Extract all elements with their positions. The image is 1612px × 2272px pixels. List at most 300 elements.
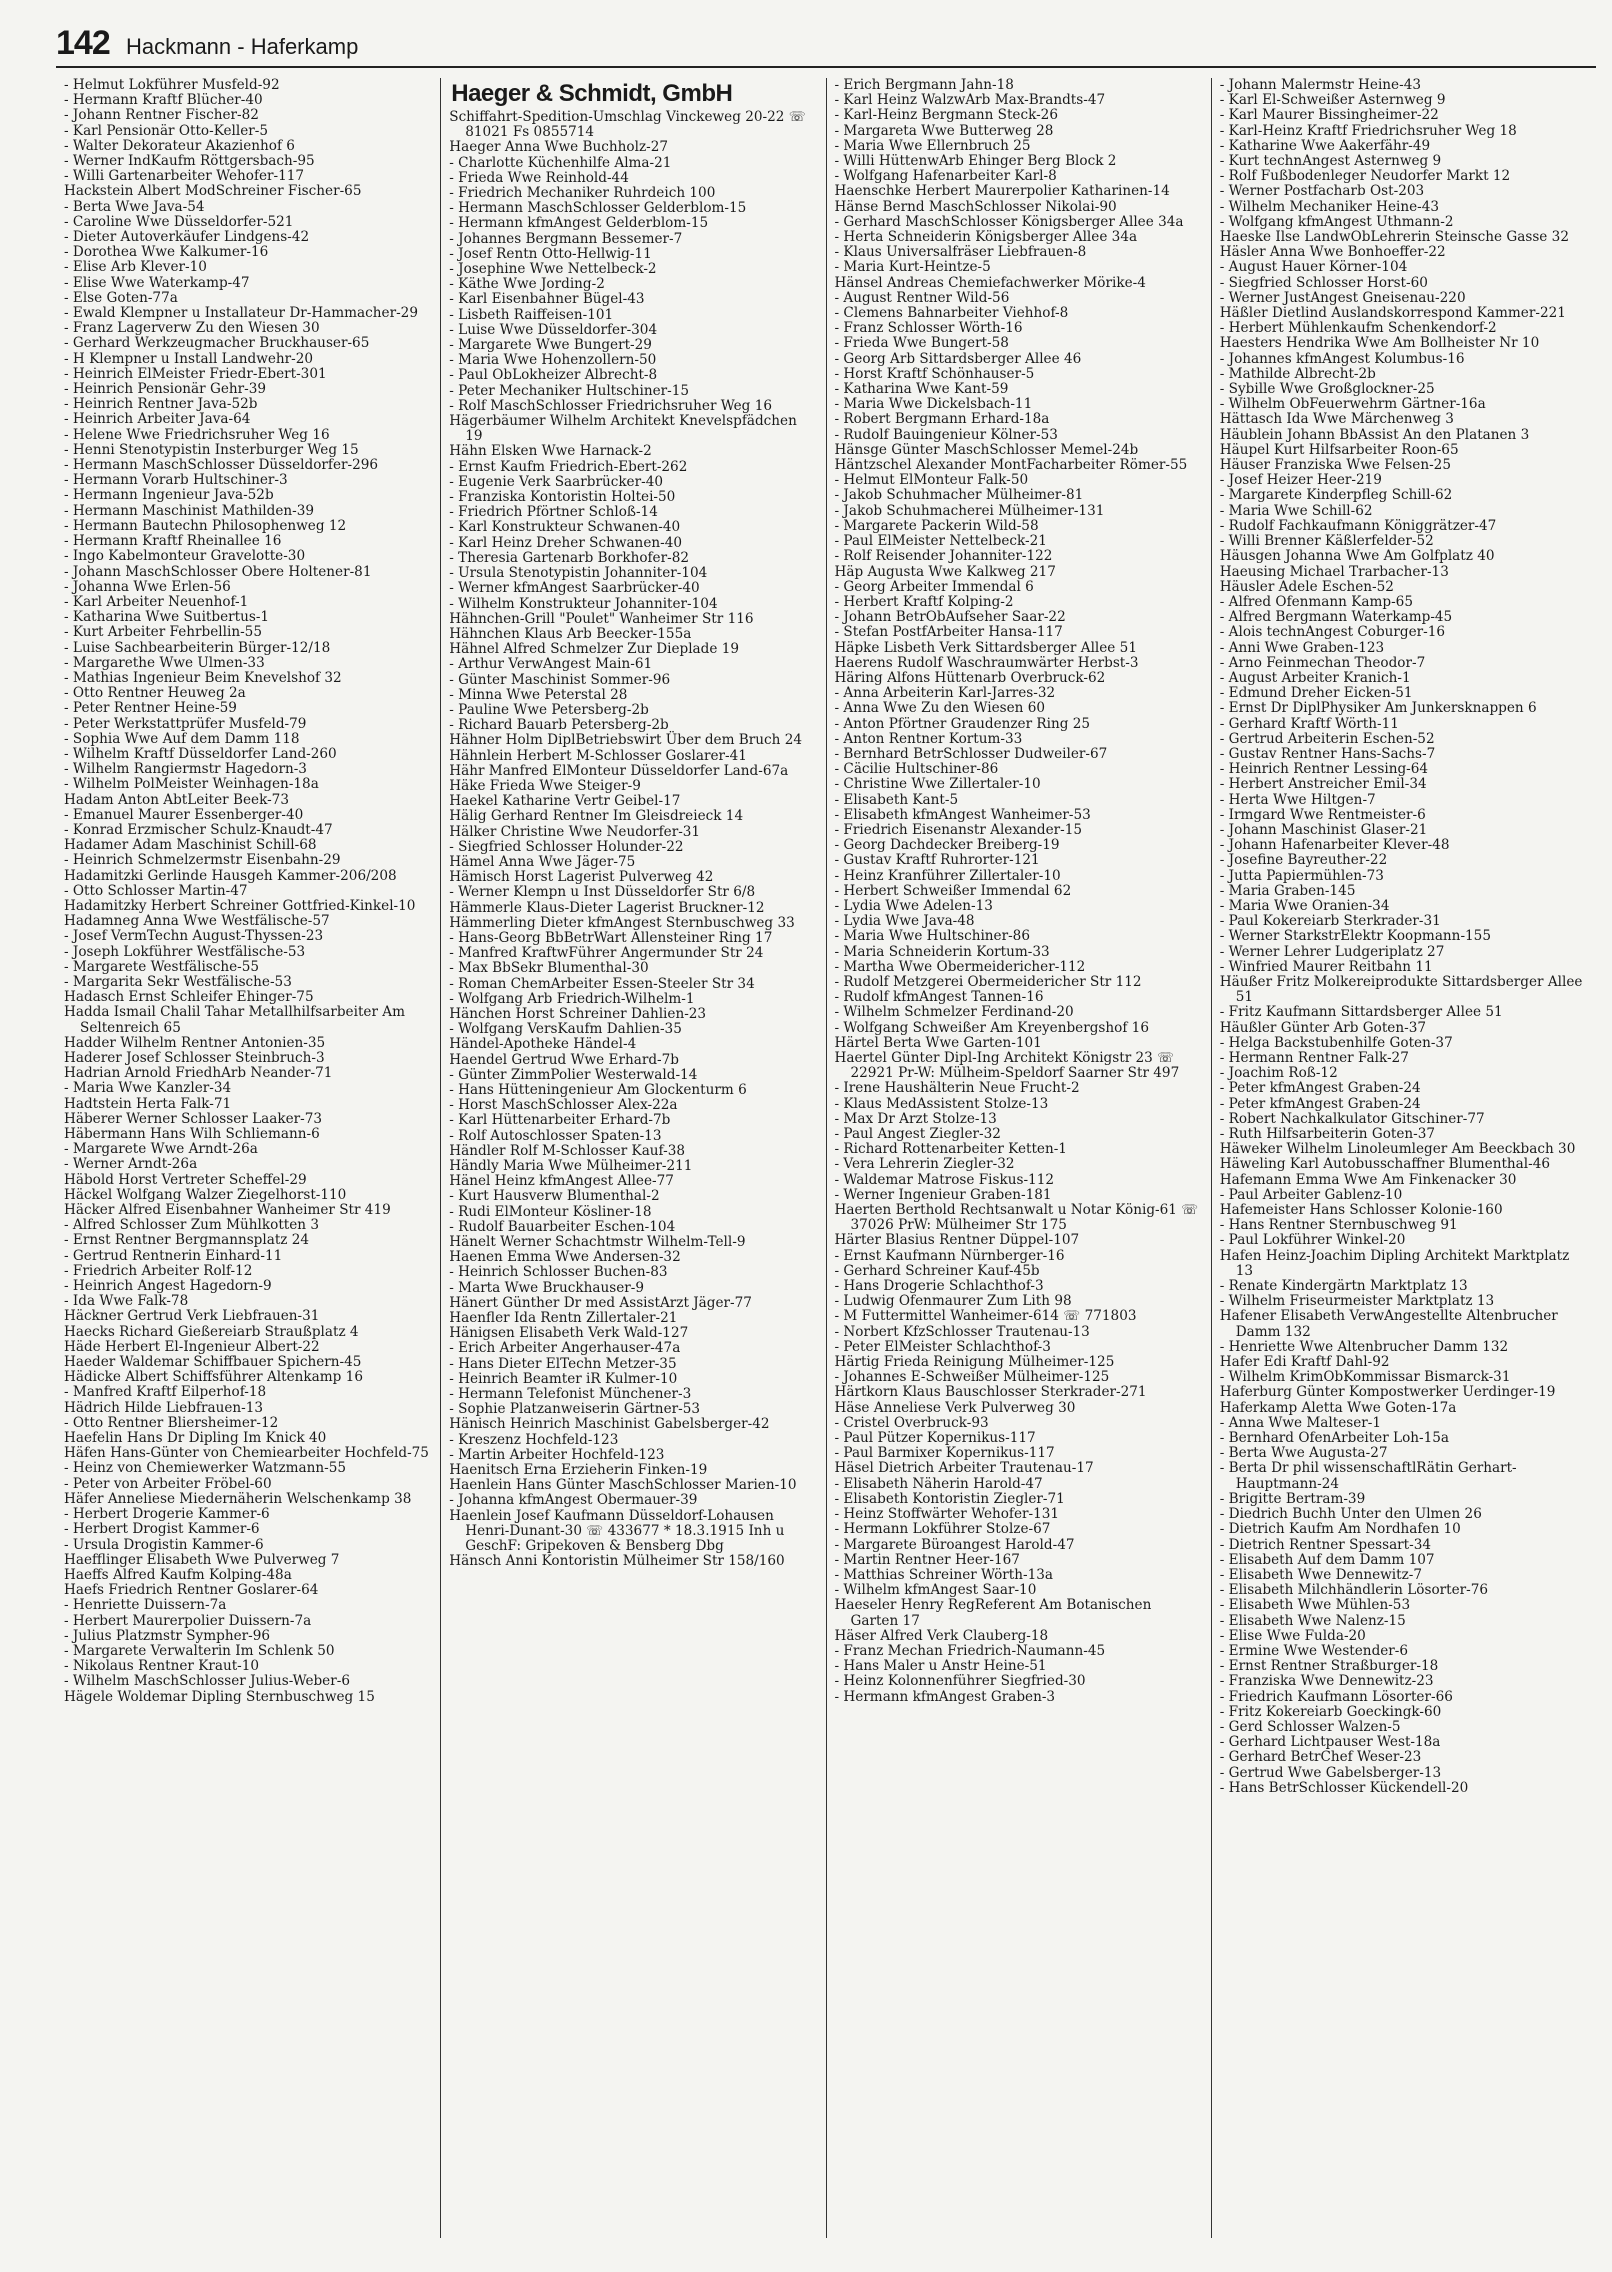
directory-entry: - Wolfgang kfmAngest Uthmann-2 xyxy=(1219,213,1454,230)
directory-entry: Hafemeister Hans Schlosser Kolonie-160 xyxy=(1219,1202,1503,1219)
directory-entry: - Richard Rottenarbeiter Ketten-1 xyxy=(834,1141,1067,1158)
directory-entry: - August Rentner Wild-56 xyxy=(834,289,1010,306)
directory-entry: Hänert Günther Dr med AssistArzt Jäger-77 xyxy=(449,1294,752,1311)
directory-entry: Häfen Hans-Günter von Chemiearbeiter Hochfeld-75 xyxy=(64,1445,429,1462)
directory-entry: - Irmgard Wwe Rentmeister-6 xyxy=(1219,806,1426,823)
directory-entry: - Waldemar Matrose Fiskus-112 xyxy=(834,1171,1054,1188)
directory-entry: - Cäcilie Hultschiner-86 xyxy=(834,761,999,778)
column-1 xyxy=(56,78,441,2238)
directory-entry: - Stefan PostfArbeiter Hansa-117 xyxy=(834,624,1063,641)
directory-entry: - Hans Drogerie Schlachthof-3 xyxy=(834,1278,1044,1295)
directory-entry: - Jakob Schuhmacherei Mülheimer-131 xyxy=(834,502,1105,519)
directory-entry: Hägele Woldemar Dipling Sternbuschweg 15 xyxy=(64,1688,375,1705)
directory-entry: - Karl Hüttenarbeiter Erhard-7b xyxy=(449,1112,671,1129)
directory-entry: - Rudolf Bauingenieur Kölner-53 xyxy=(834,426,1058,443)
directory-entry: - Lydia Wwe Java-48 xyxy=(834,913,975,930)
directory-entry: - Wolfgang VersKaufm Dahlien-35 xyxy=(449,1021,682,1038)
directory-entry: - Helene Wwe Friedrichsruher Weg 16 xyxy=(64,426,330,443)
column-4 xyxy=(1212,78,1596,2238)
directory-entry: - Heinrich Rentner Lessing-64 xyxy=(1219,761,1429,778)
directory-entry: - Berta Wwe Augusta-27 xyxy=(1219,1445,1388,1462)
directory-entry: Hämisch Horst Lagerist Pulverweg 42 xyxy=(449,869,714,886)
directory-entry: - Gustav Rentner Hans-Sachs-7 xyxy=(1219,745,1436,762)
directory-entry: - Edmund Dreher Eicken-51 xyxy=(1219,685,1413,702)
directory-entry: - Friedrich Eisenanstr Alexander-15 xyxy=(834,821,1083,838)
directory-entry: - Käthe Wwe Jording-2 xyxy=(449,276,605,293)
directory-entry: Haenfler Ida Rentn Zillertaler-21 xyxy=(449,1310,678,1327)
directory-entry: Haerens Rudolf Waschraumwärter Herbst-3 xyxy=(834,654,1139,671)
directory-entry: - Eugenie Verk Saarbrücker-40 xyxy=(449,473,663,490)
directory-entry: - Wilhelm Rangiermstr Hagedorn-3 xyxy=(64,761,307,778)
directory-entry: - Paul Pützer Kopernikus-117 xyxy=(834,1430,1036,1447)
directory-entry: - Erich Arbeiter Angerhauser-47a xyxy=(449,1340,681,1357)
directory-entry: - Willi Brenner Käßlerfelder-52 xyxy=(1219,533,1434,550)
directory-entry: - Friedrich Pförtner Schloß-14 xyxy=(449,504,658,521)
directory-entry: - Elisabeth Näherin Harold-47 xyxy=(834,1475,1043,1492)
directory-entry: - Ludwig Ofenmaurer Zum Lith 98 xyxy=(834,1293,1072,1310)
directory-entry: - Hans Dieter ElTechn Metzer-35 xyxy=(449,1355,677,1372)
directory-entry: - Minna Wwe Peterstal 28 xyxy=(449,686,628,703)
directory-entry: - Hans Maler u Anstr Heine-51 xyxy=(834,1658,1047,1675)
directory-entry: - Mathilde Albrecht-2b xyxy=(1219,365,1376,382)
directory-entry: Haenen Emma Wwe Andersen-32 xyxy=(449,1249,681,1266)
directory-entry: - Margarita Sekr Westfälische-53 xyxy=(64,973,292,990)
directory-entry: - Dietrich Rentner Spessart-34 xyxy=(1219,1536,1432,1553)
directory-entry: Hänigsen Elisabeth Verk Wald-127 xyxy=(449,1325,689,1342)
directory-entry: Hähn Elsken Wwe Harnack-2 xyxy=(449,443,652,460)
directory-entry: - Johann Rentner Fischer-82 xyxy=(64,107,259,124)
directory-entry: Haesters Hendrika Wwe Am Bollheister Nr 10 xyxy=(1219,335,1540,352)
directory-entry: - Alfred Bergmann Waterkamp-45 xyxy=(1219,609,1453,626)
directory-entry: - Anna Arbeiterin Karl-Jarres-32 xyxy=(834,685,1056,702)
directory-entry: - Maria Wwe Schill-62 xyxy=(1219,502,1373,519)
directory-entry: - Friedrich Arbeiter Rolf-12 xyxy=(64,1262,253,1279)
directory-entry: - Helmut ElMonteur Falk-50 xyxy=(834,472,1029,489)
directory-entry: - Nikolaus Rentner Kraut-10 xyxy=(64,1658,260,1675)
directory-entry: - Fritz Kaufmann Sittardsberger Allee 51 xyxy=(1219,1004,1503,1021)
directory-entry: - Brigitte Bertram-39 xyxy=(1219,1490,1366,1507)
directory-entry: Hälker Christine Wwe Neudorfer-31 xyxy=(449,823,701,840)
directory-entry: - Theresia Gartenarb Borkhofer-82 xyxy=(449,549,689,566)
directory-entry: - Ermine Wwe Westender-6 xyxy=(1219,1642,1409,1659)
directory-entry: - Dieter Autoverkäufer Lindgens-42 xyxy=(64,229,310,246)
directory-entry: - Erich Bergmann Jahn-18 xyxy=(834,78,1014,93)
directory-entry: - Wilhelm Mechaniker Heine-43 xyxy=(1219,198,1440,215)
directory-entry: Händel-Apotheke Händel-4 xyxy=(449,1036,637,1053)
directory-entry: - Wilhelm PolMeister Weinhagen-18a xyxy=(64,776,319,793)
directory-entry: - Franziska Kontoristin Holtei-50 xyxy=(449,489,676,506)
directory-entry: Hadtstein Herta Falk-71 xyxy=(64,1095,232,1112)
directory-entry: - Helga Backstubenhilfe Goten-37 xyxy=(1219,1034,1453,1051)
directory-entry: - Gertrud Wwe Gabelsberger-13 xyxy=(1219,1764,1442,1781)
directory-entry: - Wolfgang Schweißer Am Kreyenbergshof 16 xyxy=(834,1019,1149,1036)
directory-entry: - Rolf MaschSchlosser Friedrichsruher Weg 16 xyxy=(449,397,772,414)
directory-entry: - Werner kfmAngest Saarbrücker-40 xyxy=(449,580,700,597)
directory-entry: Häfer Anneliese Miedernäherin Welschenkamp 38 xyxy=(64,1490,412,1507)
directory-entry: - Bernhard BetrSchlosser Dudweiler-67 xyxy=(834,745,1108,762)
directory-entry: Hähnchen-Grill "Poulet" Wanheimer Str 116 xyxy=(449,610,754,627)
page-header xyxy=(56,22,1596,68)
directory-entry: - Margarethe Wwe Ulmen-33 xyxy=(64,654,265,671)
directory-entry: - Julius Platzmstr Sympher-96 xyxy=(64,1627,271,1644)
directory-entry: - Fritz Kokereiarb Goeckingk-60 xyxy=(1219,1703,1442,1720)
directory-entry: - Paul Kokereiarb Sterkrader-31 xyxy=(1219,913,1441,930)
directory-entry: - Karl Heinz WalzwArb Max-Brandts-47 xyxy=(834,92,1106,109)
directory-entry: - Henni Stenotypistin Insterburger Weg 15 xyxy=(64,441,359,458)
directory-entry: Häring Alfons Hüttenarb Overbruck-62 xyxy=(834,669,1106,686)
directory-entry: - Ernst Rentner Straßburger-18 xyxy=(1219,1658,1439,1675)
directory-entry: - Martin Rentner Heer-167 xyxy=(834,1551,1020,1568)
directory-entry: - Herbert Maurerpolier Duissern-7a xyxy=(64,1612,312,1629)
directory-entry: Häpke Lisbeth Verk Sittardsberger Allee 51 xyxy=(834,639,1137,656)
directory-entry: - Ernst Kaufm Friedrich-Ebert-262 xyxy=(449,458,688,475)
directory-entry: - Werner IndKaufm Röttgersbach-95 xyxy=(64,153,315,170)
directory-entry: Haenitsch Erna Erzieherin Finken-19 xyxy=(449,1462,708,1479)
directory-entry: - Maria Wwe Ellernbruch 25 xyxy=(834,137,1031,154)
directory-entry: Hädrich Hilde Liebfrauen-13 xyxy=(64,1399,264,1416)
directory-entry: Haekel Katharine Vertr Geibel-17 xyxy=(449,793,681,810)
directory-entry: - Rudi ElMonteur Kösliner-18 xyxy=(449,1203,652,1220)
directory-entry: - Anna Wwe Malteser-1 xyxy=(1219,1414,1382,1431)
directory-entry: - Herbert Drogerie Kammer-6 xyxy=(64,1506,270,1523)
directory-entry: - Gerhard Schreiner Kauf-45b xyxy=(834,1262,1040,1279)
directory-entry: - Werner Arndt-26a xyxy=(64,1156,198,1173)
directory-entry: - Kurt Arbeiter Fehrbellin-55 xyxy=(64,624,262,641)
directory-entry: - Margarete Kinderpfleg Schill-62 xyxy=(1219,487,1453,504)
directory-entry: Hadasch Ernst Schleifer Ehinger-75 xyxy=(64,989,314,1006)
column-2 xyxy=(441,78,826,2238)
directory-entry: - Werner Lehrer Ludgeriplatz 27 xyxy=(1219,943,1445,960)
directory-entry: Hähnchen Klaus Arb Beecker-155a xyxy=(449,625,692,642)
directory-entry: - Hermann MaschSchlosser Gelderblom-15 xyxy=(449,200,747,217)
directory-entry: Hadamer Adam Maschinist Schill-68 xyxy=(64,837,317,854)
directory-entry: - Johann BetrObAufseher Saar-22 xyxy=(834,609,1066,626)
directory-entry: - H Klempner u Install Landwehr-20 xyxy=(64,350,314,367)
directory-entry: - Ruth Hilfsarbeiterin Goten-37 xyxy=(1219,1126,1436,1143)
directory-entry: - Josefine Bayreuther-22 xyxy=(1219,852,1388,869)
directory-entry: Haeffs Alfred Kaufm Kolping-48a xyxy=(64,1566,292,1583)
directory-entry: - Wilhelm Schmelzer Ferdinand-20 xyxy=(834,1004,1074,1021)
directory-entry: - Arthur VerwAngest Main-61 xyxy=(449,656,653,673)
directory-entry: - Josef VermTechn August-Thyssen-23 xyxy=(64,928,324,945)
directory-entry: - Ernst Rentner Bergmannsplatz 24 xyxy=(64,1232,310,1249)
directory-entry: Hähner Holm DiplBetriebswirt Über dem Bruch 24 xyxy=(449,732,803,749)
directory-entry: - Peter Rentner Heine-59 xyxy=(64,700,237,717)
directory-entry: Haerten Berthold Rechtsanwalt u Notar König-61 ☏ 37026 PrW: Mülheimer Str 175 xyxy=(834,1202,1199,1234)
directory-entry: Häublein Johann BbAssist An den Platanen 3 xyxy=(1219,426,1530,443)
directory-entry: Haenlein Josef Kaufmann Düsseldorf-Lohausen Henri-Dunant-30 ☏ 433677 * 18.3.1915 Inh u GeschF: Gripekoven & Bensberg Dbg xyxy=(449,1507,785,1555)
directory-entry: - Gertrud Rentnerin Einhard-11 xyxy=(64,1247,283,1264)
directory-entry: - Paul Lokführer Winkel-20 xyxy=(1219,1232,1406,1249)
directory-entry: - Wilhelm KrimObKommissar Bismarck-31 xyxy=(1219,1369,1511,1386)
directory-entry: - Konrad Erzmischer Schulz-Knaudt-47 xyxy=(64,821,333,838)
directory-entry: - Peter kfmAngest Graben-24 xyxy=(1219,1080,1421,1097)
directory-entry: - August Arbeiter Kranich-1 xyxy=(1219,669,1411,686)
directory-entry: - Pauline Wwe Petersberg-2b xyxy=(449,701,649,718)
directory-entry: - Josephine Wwe Nettelbeck-2 xyxy=(449,261,657,278)
directory-entry: - August Hauer Körner-104 xyxy=(1219,259,1408,276)
directory-entry: - Irene Haushälterin Neue Frucht-2 xyxy=(834,1080,1080,1097)
directory-entry: - Martin Arbeiter Hochfeld-123 xyxy=(449,1446,665,1463)
directory-entry: Häsler Anna Wwe Bonhoeffer-22 xyxy=(1219,244,1446,261)
directory-entry: - Else Goten-77a xyxy=(64,289,178,306)
directory-entry: - Elisabeth kfmAngest Wanheimer-53 xyxy=(834,806,1091,823)
directory-entry: - Gerhard BetrChef Weser-23 xyxy=(1219,1749,1422,1766)
directory-entry: - Heinz von Chemiewerker Watzmann-55 xyxy=(64,1460,347,1477)
directory-entry: - Karl Konstrukteur Schwanen-40 xyxy=(449,519,681,536)
directory-entry: Haeske Ilse LandwObLehrerin Steinsche Gasse 32 xyxy=(1219,229,1569,246)
directory-entry: - Maria Wwe Hohenzollern-50 xyxy=(449,352,657,369)
directory-entry: - Franz Mechan Friedrich-Naumann-45 xyxy=(834,1642,1106,1659)
directory-entry: - Berta Wwe Java-54 xyxy=(64,198,205,215)
directory-entry: - Werner JustAngest Gneisenau-220 xyxy=(1219,289,1466,306)
directory-entry: - Karl Eisenbahner Bügel-43 xyxy=(449,291,645,308)
directory-entry: - Maria Wwe Kanzler-34 xyxy=(64,1080,232,1097)
firm-listing: Haeger & Schmidt, GmbH xyxy=(451,80,733,107)
directory-entry: Häßler Dietlind Auslandskorrespond Kammer-221 xyxy=(1219,305,1566,322)
directory-entry: - Willi Gartenarbeiter Wehofer-117 xyxy=(64,168,305,185)
directory-entry: - Margarete Büroangest Harold-47 xyxy=(834,1536,1075,1553)
directory-entry: - Herbert Anstreicher Emil-34 xyxy=(1219,776,1427,793)
directory-entry: - Sophie Platzanweiserin Gärtner-53 xyxy=(449,1401,700,1418)
directory-entry: - Bernhard OfenArbeiter Loh-15a xyxy=(1219,1430,1450,1447)
directory-entry: - Kurt Hausverw Blumenthal-2 xyxy=(449,1188,660,1205)
directory-entry: Händler Rolf M-Schlosser Kauf-38 xyxy=(449,1142,685,1159)
directory-entry: - Hermann Lokführer Stolze-67 xyxy=(834,1521,1051,1538)
directory-entry: - Werner Postfacharb Ost-203 xyxy=(1219,183,1425,200)
directory-entry: - Günter Maschinist Sommer-96 xyxy=(449,671,671,688)
directory-entry: - Maria Wwe Dickelsbach-11 xyxy=(834,396,1033,413)
directory-entry: - Ursula Drogistin Kammer-6 xyxy=(64,1536,264,1553)
directory-entry: Hadda Ismail Chalil Tahar Metallhilfsarbeiter Am Seltenreich 65 xyxy=(64,1004,405,1036)
directory-entry: Haeusing Michael Trarbacher-13 xyxy=(1219,563,1449,580)
directory-entry: Hänchen Horst Schreiner Dahlien-23 xyxy=(449,1005,707,1022)
directory-entry: - Jakob Schuhmacher Mülheimer-81 xyxy=(834,487,1084,504)
directory-entry: - Otto Rentner Bliersheimer-12 xyxy=(64,1414,279,1431)
directory-entry: Hafer Edi Kraftf Dahl-92 xyxy=(1219,1354,1390,1371)
directory-entry: - Matthias Schreiner Wörth-13a xyxy=(834,1566,1054,1583)
directory-entry: - Gertrud Arbeiterin Eschen-52 xyxy=(1219,730,1435,747)
directory-entry: - Max Dr Arzt Stolze-13 xyxy=(834,1110,997,1127)
directory-entry: - Werner StarkstrElektr Koopmann-155 xyxy=(1219,928,1491,945)
directory-entry: Haendel Gertrud Wwe Erhard-7b xyxy=(449,1051,679,1068)
directory-entry: - Johann Hafenarbeiter Klever-48 xyxy=(1219,837,1450,854)
directory-entry: - Margarete Wwe Bungert-29 xyxy=(449,337,652,354)
directory-entry: - Heinrich Angest Hagedorn-9 xyxy=(64,1278,272,1295)
directory-entry: - Johannes kfmAngest Kolumbus-16 xyxy=(1219,350,1465,367)
directory-entry: - Dietrich Kaufm Am Nordhafen 10 xyxy=(1219,1521,1461,1538)
directory-entry: - Walter Dekorateur Akazienhof 6 xyxy=(64,137,295,154)
directory-entry: Häp Augusta Wwe Kalkweg 217 xyxy=(834,563,1056,580)
directory-entry: - Franz Schlosser Wörth-16 xyxy=(834,320,1023,337)
directory-entry: - Horst MaschSchlosser Alex-22a xyxy=(449,1097,678,1114)
directory-entry: - Katharina Wwe Kant-59 xyxy=(834,381,1009,398)
directory-entry: - Maria Kurt-Heintze-5 xyxy=(834,259,991,276)
directory-entry: - Siegfried Schlosser Holunder-22 xyxy=(449,838,684,855)
directory-entry: - Roman ChemArbeiter Essen-Steeler Str 34 xyxy=(449,975,755,992)
directory-entry: - Johann Malermstr Heine-43 xyxy=(1219,78,1421,93)
directory-entry: - Joseph Lokführer Westfälische-53 xyxy=(64,943,306,960)
directory-entry: - Hans Rentner Sternbuschweg 91 xyxy=(1219,1217,1458,1234)
page-number: 142 xyxy=(56,24,110,62)
directory-entry: Hänisch Heinrich Maschinist Gabelsberger-42 xyxy=(449,1416,770,1433)
directory-entry: Haenschke Herbert Maurerpolier Katharinen-14 xyxy=(834,183,1170,200)
directory-entry: - Lisbeth Raiffeisen-101 xyxy=(449,306,614,323)
directory-entry: - Friedrich Mechaniker Ruhrdeich 100 xyxy=(449,185,716,202)
directory-entry: - Rolf Autoschlosser Spaten-13 xyxy=(449,1127,662,1144)
directory-entry: Häweker Wilhelm Linoleumleger Am Beeckbach 30 xyxy=(1219,1141,1576,1158)
directory-entry: - Rolf Fußbodenleger Neudorfer Markt 12 xyxy=(1219,168,1511,185)
directory-entry: - Clemens Bahnarbeiter Viehhof-8 xyxy=(834,305,1069,322)
directory-entry: - Otto Rentner Heuweg 2a xyxy=(64,685,246,702)
directory-entry: - Otto Schlosser Martin-47 xyxy=(64,882,248,899)
directory-entry: - Margarete Westfälische-55 xyxy=(64,958,260,975)
directory-entry: - Karl-Heinz Kraftf Friedrichsruher Weg 18 xyxy=(1219,122,1517,139)
page-range-heading: Hackmann - Haferkamp xyxy=(126,34,359,59)
directory-entry: - Heinz Stoffwärter Wehofer-131 xyxy=(834,1506,1060,1523)
directory-entry: - Karl El-Schweißer Asternweg 9 xyxy=(1219,92,1446,109)
directory-entry: Hänsch Anni Kontoristin Mülheimer Str 158/160 xyxy=(449,1553,785,1570)
directory-entry: Hädicke Albert Schiffsführer Altenkamp 16 xyxy=(64,1369,363,1386)
directory-entry: Haeseler Henry RegReferent Am Botanischen Garten 17 xyxy=(834,1597,1152,1629)
directory-entry: - Heinz Kolonnenführer Siegfried-30 xyxy=(834,1673,1086,1690)
directory-entry: - Anna Wwe Zu den Wiesen 60 xyxy=(834,700,1046,717)
directory-entry: Hämmerling Dieter kfmAngest Sternbuschweg 33 xyxy=(449,914,795,931)
directory-entry: - Hermann kfmAngest Graben-3 xyxy=(834,1688,1056,1705)
directory-entry: - Margarete Wwe Arndt-26a xyxy=(64,1141,258,1158)
directory-entry: - Paul ElMeister Nettelbeck-21 xyxy=(834,533,1047,550)
directory-entry: - Günter ZimmPolier Westerwald-14 xyxy=(449,1066,698,1083)
directory-entry: - Margareta Wwe Butterweg 28 xyxy=(834,122,1054,139)
directory-entry: - Manfred Kraftf Eilperhof-18 xyxy=(64,1384,267,1401)
directory-entry: Haefelin Hans Dr Dipling Im Knick 40 xyxy=(64,1430,327,1447)
directory-entry: - Herta Schneiderin Königsberger Allee 34a xyxy=(834,229,1138,246)
directory-entry: Hackstein Albert ModSchreiner Fischer-65 xyxy=(64,183,362,200)
directory-entry: - Caroline Wwe Düsseldorfer-521 xyxy=(64,213,294,230)
directory-entry: - Hermann Maschinist Mathilden-39 xyxy=(64,502,315,519)
directory-entry: - Elisabeth Wwe Mühlen-53 xyxy=(1219,1597,1411,1614)
directory-entry: - Hermann Vorarb Hultschiner-3 xyxy=(64,472,288,489)
directory-entry: Haefflinger Elisabeth Wwe Pulverweg 7 xyxy=(64,1551,340,1568)
directory-entry: Hälig Gerhard Rentner Im Gleisdreieck 14 xyxy=(449,808,744,825)
directory-entry: - Klaus Universalfräser Liebfrauen-8 xyxy=(834,244,1087,261)
directory-entry: - Gerhard Lichtpauser West-18a xyxy=(1219,1734,1441,1751)
directory-entry: Häntzschel Alexander MontFacharbeiter Römer-55 xyxy=(834,457,1188,474)
directory-entry: Häke Frieda Wwe Steiger-9 xyxy=(449,777,641,794)
directory-entry: - Paul Angest Ziegler-32 xyxy=(834,1126,1001,1143)
directory-entry: Hänsel Andreas Chemiefachwerker Mörike-4 xyxy=(834,274,1146,291)
directory-entry: - Paul Barmixer Kopernikus-117 xyxy=(834,1445,1055,1462)
directory-entry: - Hermann Rentner Falk-27 xyxy=(1219,1050,1409,1066)
directory-entry: Häusgen Johanna Wwe Am Golfplatz 40 xyxy=(1219,548,1495,565)
directory-entry: - Maria Wwe Oranien-34 xyxy=(1219,897,1390,914)
directory-entry: Häusler Adele Eschen-52 xyxy=(1219,578,1394,595)
directory-entry: Schiffahrt-Spedition-Umschlag Vinckeweg 20-22 ☏ 81021 Fs 0855714 xyxy=(449,109,806,141)
directory-entry: Hadam Anton AbtLeiter Beek-73 xyxy=(64,791,289,808)
directory-entry: - Sybille Wwe Großglockner-25 xyxy=(1219,381,1435,398)
directory-entry: - Wilhelm Kraftf Düsseldorfer Land-260 xyxy=(64,745,337,762)
directory-entry: Haecks Richard Gießereiarb Straußplatz 4 xyxy=(64,1323,359,1340)
directory-entry: - Peter Mechaniker Hultschiner-15 xyxy=(449,382,690,399)
directory-entry: - Anton Rentner Kortum-33 xyxy=(834,730,1023,747)
directory-entry: - Richard Bauarb Petersberg-2b xyxy=(449,717,669,734)
directory-entry: Härtig Frieda Reinigung Mülheimer-125 xyxy=(834,1354,1115,1371)
directory-entry: - Elise Wwe Waterkamp-47 xyxy=(64,274,250,291)
directory-entry: Haferburg Günter Kompostwerker Uerdinger-19 xyxy=(1219,1384,1556,1401)
directory-entry: Haeder Waldemar Schiffbauer Spichern-45 xyxy=(64,1354,362,1371)
directory-entry: - Hermann Kraftf Blücher-40 xyxy=(64,92,263,109)
directory-entry: - Wilhelm kfmAngest Saar-10 xyxy=(834,1582,1037,1599)
directory-entry: Haefs Friedrich Rentner Goslarer-64 xyxy=(64,1582,319,1599)
directory-entry: - Georg Arbeiter Immendal 6 xyxy=(834,578,1034,595)
directory-entry: - Robert Nachkalkulator Gitschiner-77 xyxy=(1219,1110,1485,1127)
directory-entry: - Anton Pförtner Graudenzer Ring 25 xyxy=(834,715,1091,732)
directory-entry: Hägerbäumer Wilhelm Architekt Knevelspfädchen 19 xyxy=(449,413,797,445)
directory-entry: - Johann MaschSchlosser Obere Holtener-81 xyxy=(64,563,372,580)
directory-entry: Häupel Kurt Hilfsarbeiter Roon-65 xyxy=(1219,441,1459,458)
directory-entry: - Franz Lagerverw Zu den Wiesen 30 xyxy=(64,320,320,337)
directory-entry: - Ingo Kabelmonteur Gravelotte-30 xyxy=(64,548,306,565)
directory-entry: - Mathias Ingenieur Beim Knevelshof 32 xyxy=(64,669,342,686)
directory-entry: Haenlein Hans Günter MaschSchlosser Marien-10 xyxy=(449,1477,797,1494)
directory-entry: Hämmerle Klaus-Dieter Lagerist Bruckner-12 xyxy=(449,899,765,916)
directory-entry: - Rudolf Bauarbeiter Eschen-104 xyxy=(449,1218,676,1235)
directory-entry: - Kreszenz Hochfeld-123 xyxy=(449,1431,619,1448)
directory-entry: - Katharine Wwe Aakerfähr-49 xyxy=(1219,137,1431,154)
directory-entry: Hähnel Alfred Schmelzer Zur Dieplade 19 xyxy=(449,641,740,658)
directory-entry: Hämel Anna Wwe Jäger-75 xyxy=(449,853,636,870)
directory-entry: - Hermann MaschSchlosser Düsseldorfer-296 xyxy=(64,457,379,474)
directory-entry: - Elisabeth Kant-5 xyxy=(834,791,959,808)
directory-entry: Haeger Anna Wwe Buchholz-27 xyxy=(449,139,668,156)
directory-entry: Härtkorn Klaus Bauschlosser Sterkrader-271 xyxy=(834,1384,1147,1401)
directory-entry: - Georg Dachdecker Breiberg-19 xyxy=(834,837,1060,854)
directory-entry: - Peter von Arbeiter Fröbel-60 xyxy=(64,1475,272,1492)
directory-entry: - Hermann Kraftf Rheinallee 16 xyxy=(64,533,282,550)
directory-entry: - Johanna Wwe Erlen-56 xyxy=(64,578,231,595)
directory-entry: - Emanuel Maurer Essenberger-40 xyxy=(64,806,304,823)
directory-entry: - Werner Ingenieur Graben-181 xyxy=(834,1186,1052,1203)
directory-entry: - Elisabeth Wwe Dennewitz-7 xyxy=(1219,1566,1422,1583)
directory-entry: - Ida Wwe Falk-78 xyxy=(64,1293,189,1310)
directory-entry: - Maria Wwe Hultschiner-86 xyxy=(834,928,1030,945)
directory-entry: Häse Anneliese Verk Pulverweg 30 xyxy=(834,1399,1076,1416)
directory-entry: - Josef Heizer Heer-219 xyxy=(1219,472,1382,489)
directory-entry: - Lydia Wwe Adelen-13 xyxy=(834,897,993,914)
directory-entry: Häbold Horst Vertreter Scheffel-29 xyxy=(64,1171,307,1188)
directory-entry: - Charlotte Küchenhilfe Alma-21 xyxy=(449,154,672,171)
directory-entry: - Frieda Wwe Reinhold-44 xyxy=(449,169,629,186)
directory-entry: - Marta Wwe Bruckhauser-9 xyxy=(449,1279,645,1296)
directory-entry: Häuser Franziska Wwe Felsen-25 xyxy=(1219,457,1451,474)
directory-entry: - Cristel Overbruck-93 xyxy=(834,1414,989,1431)
directory-entry: - Jutta Papiermühlen-73 xyxy=(1219,867,1384,884)
directory-entry: - Wilhelm Friseurmeister Marktplatz 13 xyxy=(1219,1293,1495,1310)
directory-entry: - Paul ObLokheizer Albrecht-8 xyxy=(449,367,658,384)
directory-entry: - Renate Kindergärtn Marktplatz 13 xyxy=(1219,1278,1468,1295)
directory-entry: - Ursula Stenotypistin Johanniter-104 xyxy=(449,565,708,582)
directory-entry: Haderer Josef Schlosser Steinbruch-3 xyxy=(64,1050,325,1066)
directory-entry: Häweling Karl Autobusschaffner Blumenthal-46 xyxy=(1219,1156,1551,1173)
directory-entry: Hänse Bernd MaschSchlosser Nikolai-90 xyxy=(834,198,1117,215)
directory-entry: Häußler Günter Arb Goten-37 xyxy=(1219,1019,1426,1036)
directory-entry: - Gerhard Werkzeugmacher Bruckhauser-65 xyxy=(64,335,370,352)
directory-entry: - Heinz Kranführer Zillertaler-10 xyxy=(834,867,1061,884)
directory-entry: - Wolfgang Arb Friedrich-Wilhelm-1 xyxy=(449,990,695,1007)
directory-entry: Hättasch Ida Wwe Märchenweg 3 xyxy=(1219,411,1454,428)
directory-entry: - Josef Rentn Otto-Hellwig-11 xyxy=(449,245,652,262)
directory-entry: - Elisabeth Auf dem Damm 107 xyxy=(1219,1551,1435,1568)
